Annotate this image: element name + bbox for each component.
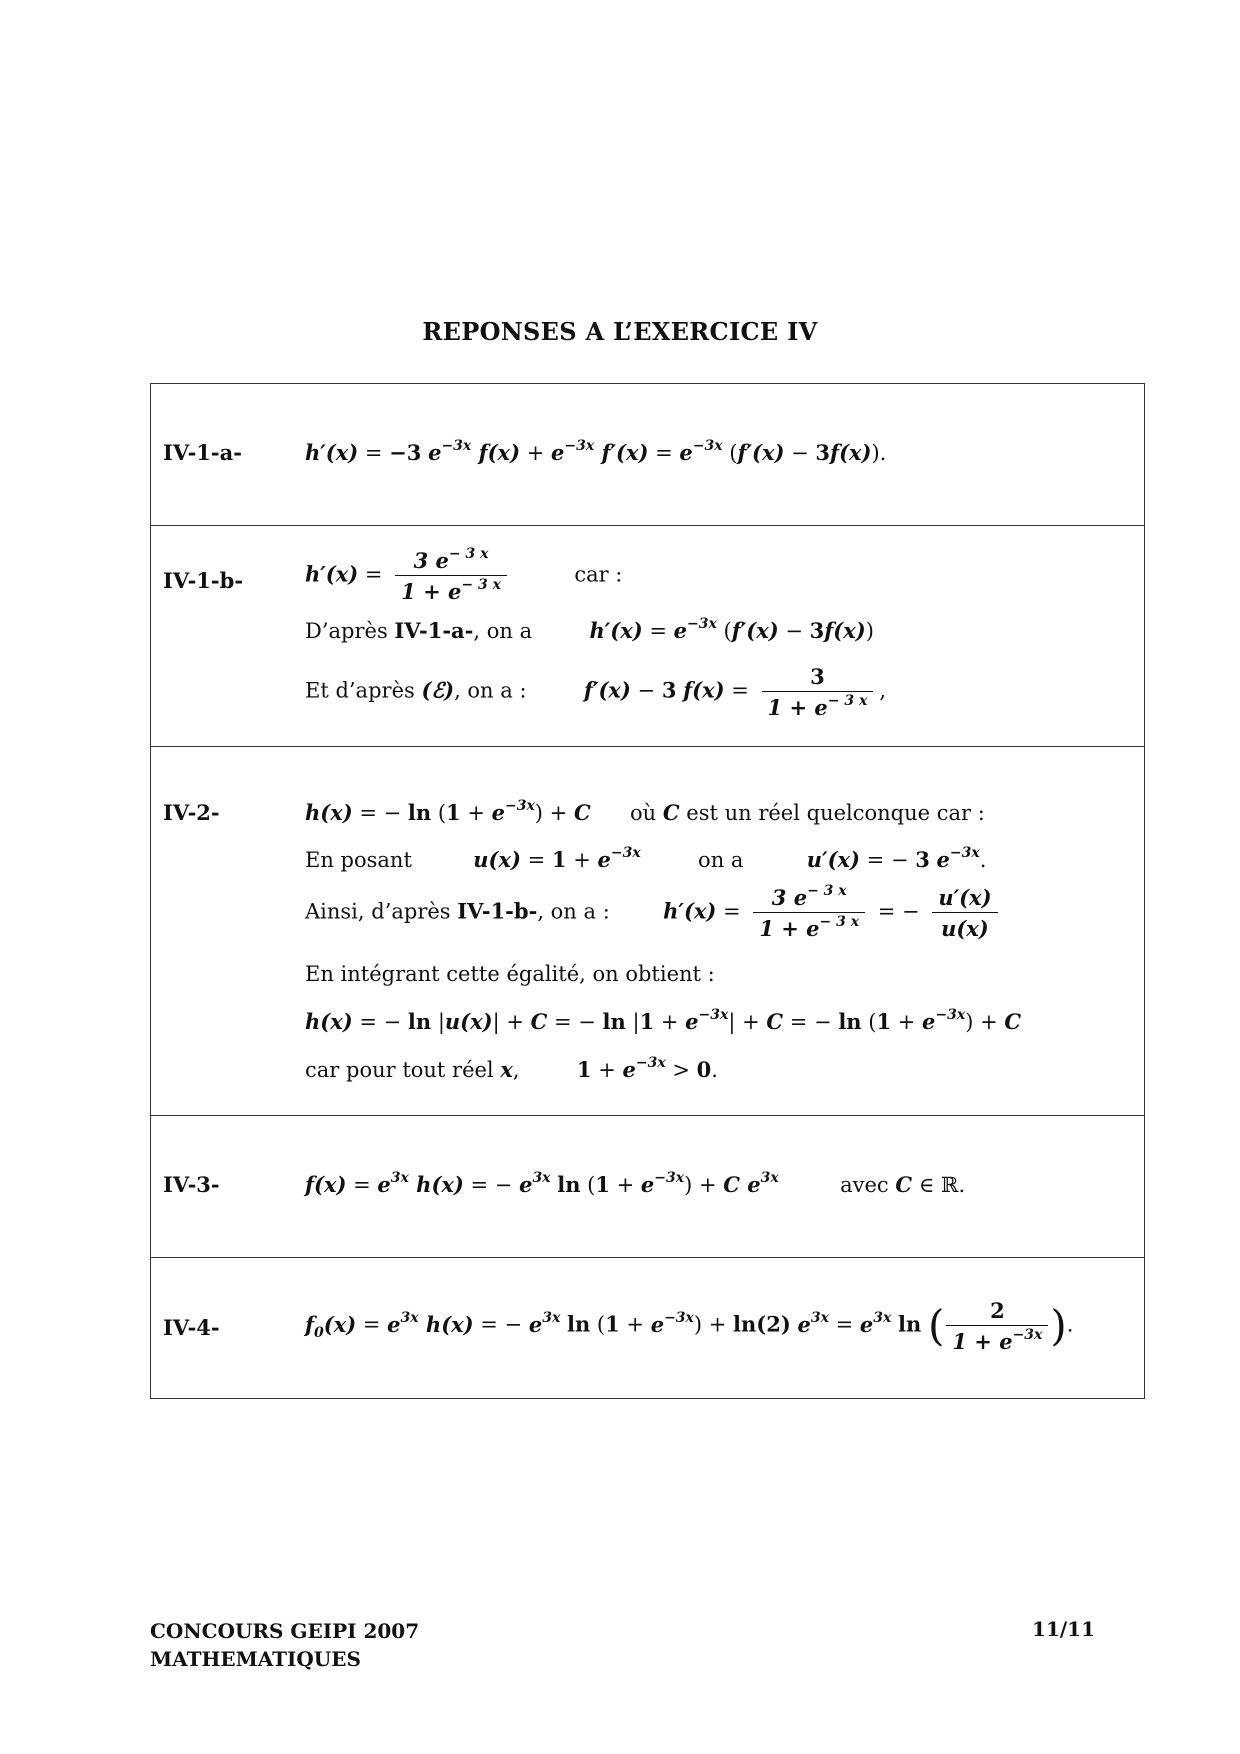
footer-contest: CONCOURS GEIPI 2007 — [150, 1619, 420, 1643]
on-a-text: on a — [698, 848, 744, 872]
line-en-integrant — [305, 962, 715, 986]
answer-row-iv-1-a — [151, 384, 1144, 526]
row-label: IV-1-a- — [163, 440, 242, 465]
page-title: REPONSES A L’EXERCICE IV — [422, 317, 818, 346]
formula-f: $f(x) = e^{3x}$ h(x) = − $e^{3x}$ $\ln (1 + e^{-3x}) + C$ $e^{3x}$ avec C ∈ ℝ. — [305, 1170, 966, 1197]
line-dapres-iv-1-a: D’après IV-1-a-, on a $h'(x) = e^{-3x}$ (f′(x) − 3f(x)) — [305, 616, 874, 643]
answer-row-iv-1-b — [151, 526, 1144, 747]
row-label: IV-1-b- — [163, 568, 244, 593]
footer-subject: MATHEMATIQUES — [150, 1647, 361, 1671]
formula-h: h(x) = − $\ln (1 + e^{-3x}) + C$ où C est un réel quelconque car : — [305, 798, 985, 825]
ref-iv-1-a: IV-1-a- — [394, 618, 474, 643]
answer-row-iv-2 — [151, 747, 1144, 1116]
row-label: IV-3- — [163, 1172, 220, 1197]
formula-h-prime: h′(x) = −3 $e^{-3x}$ $f(x) + e^{-3x}$ $f'(x) = e^{-3x}$ (f′(x) − 3f(x)). — [305, 438, 887, 465]
dapres-text: D’après — [305, 619, 388, 643]
car-text: car : — [574, 562, 623, 587]
footer-page-number: 11/11 — [1032, 1617, 1095, 1641]
row-label: IV-2- — [163, 800, 220, 825]
on-a-text: , on a : — [537, 899, 610, 924]
ref-iv-1-b: IV-1-b- — [457, 898, 538, 924]
car-pour-text: car pour tout réel — [305, 1058, 494, 1082]
line-en-posant: En posant $u(x) = 1 + e^{-3x}$ on a u′(x) = − 3 $e^{-3x}$. — [305, 845, 987, 872]
en-integrant-text: En intégrant cette égalité, on obtient : — [305, 962, 715, 986]
formula-f0: $f_0(x) = e^{3x}$ h(x) = − $e^{3x}$ $\ln (1 + e^{-3x}) + \ln(2)$ $e^{3x} = e^{3x}$ ln ( $\frac{2}{1 + e^{-3x}}$ ). — [305, 1298, 1074, 1354]
row-label: IV-4- — [163, 1315, 220, 1340]
line-et-dapres-e: Et d’après (ℰ), on a : f′(x) − 3 f(x) = $\frac{3}{1 + e^{- 3 x}}$ , — [305, 664, 886, 720]
answers-table — [150, 383, 1145, 1399]
answer-row-iv-3 — [151, 1116, 1144, 1258]
en-posant-text: En posant — [305, 848, 412, 872]
line-ainsi: Ainsi, d’après IV-1-b-, on a : h′(x) = $\frac{3 e^{- 3 x}}{1 + e^{- 3 x}}$ = − $\frac{u'(x)}{u(x)}$ — [305, 885, 1004, 941]
reel-text: est un réel quelconque car : — [686, 801, 985, 825]
ou-text: où — [630, 801, 657, 825]
avec-text: avec — [840, 1173, 889, 1197]
formula-h-prime-result: h′(x) = $\frac{3 e^{- 3 x}}{1 + e^{- 3 x}}$ car : — [305, 546, 623, 604]
line-car-pour-tout: car pour tout réel x, $1 + e^{-3x} > 0$. — [305, 1055, 718, 1082]
answer-row-iv-4 — [151, 1258, 1144, 1400]
formula-h-integrated: h(x) = − ln |u(x)| + C = − $\ln |1 + e^{-3x}| + C$ = − $\ln (1 + e^{-3x}) + C$ — [305, 1007, 1022, 1034]
on-a-text: , on a : — [454, 678, 527, 703]
ainsi-text: Ainsi, d’après — [305, 899, 451, 924]
footer-left — [150, 1617, 419, 1673]
on-a-text: , on a — [473, 619, 533, 643]
et-dapres-text: Et d’après — [305, 678, 415, 703]
